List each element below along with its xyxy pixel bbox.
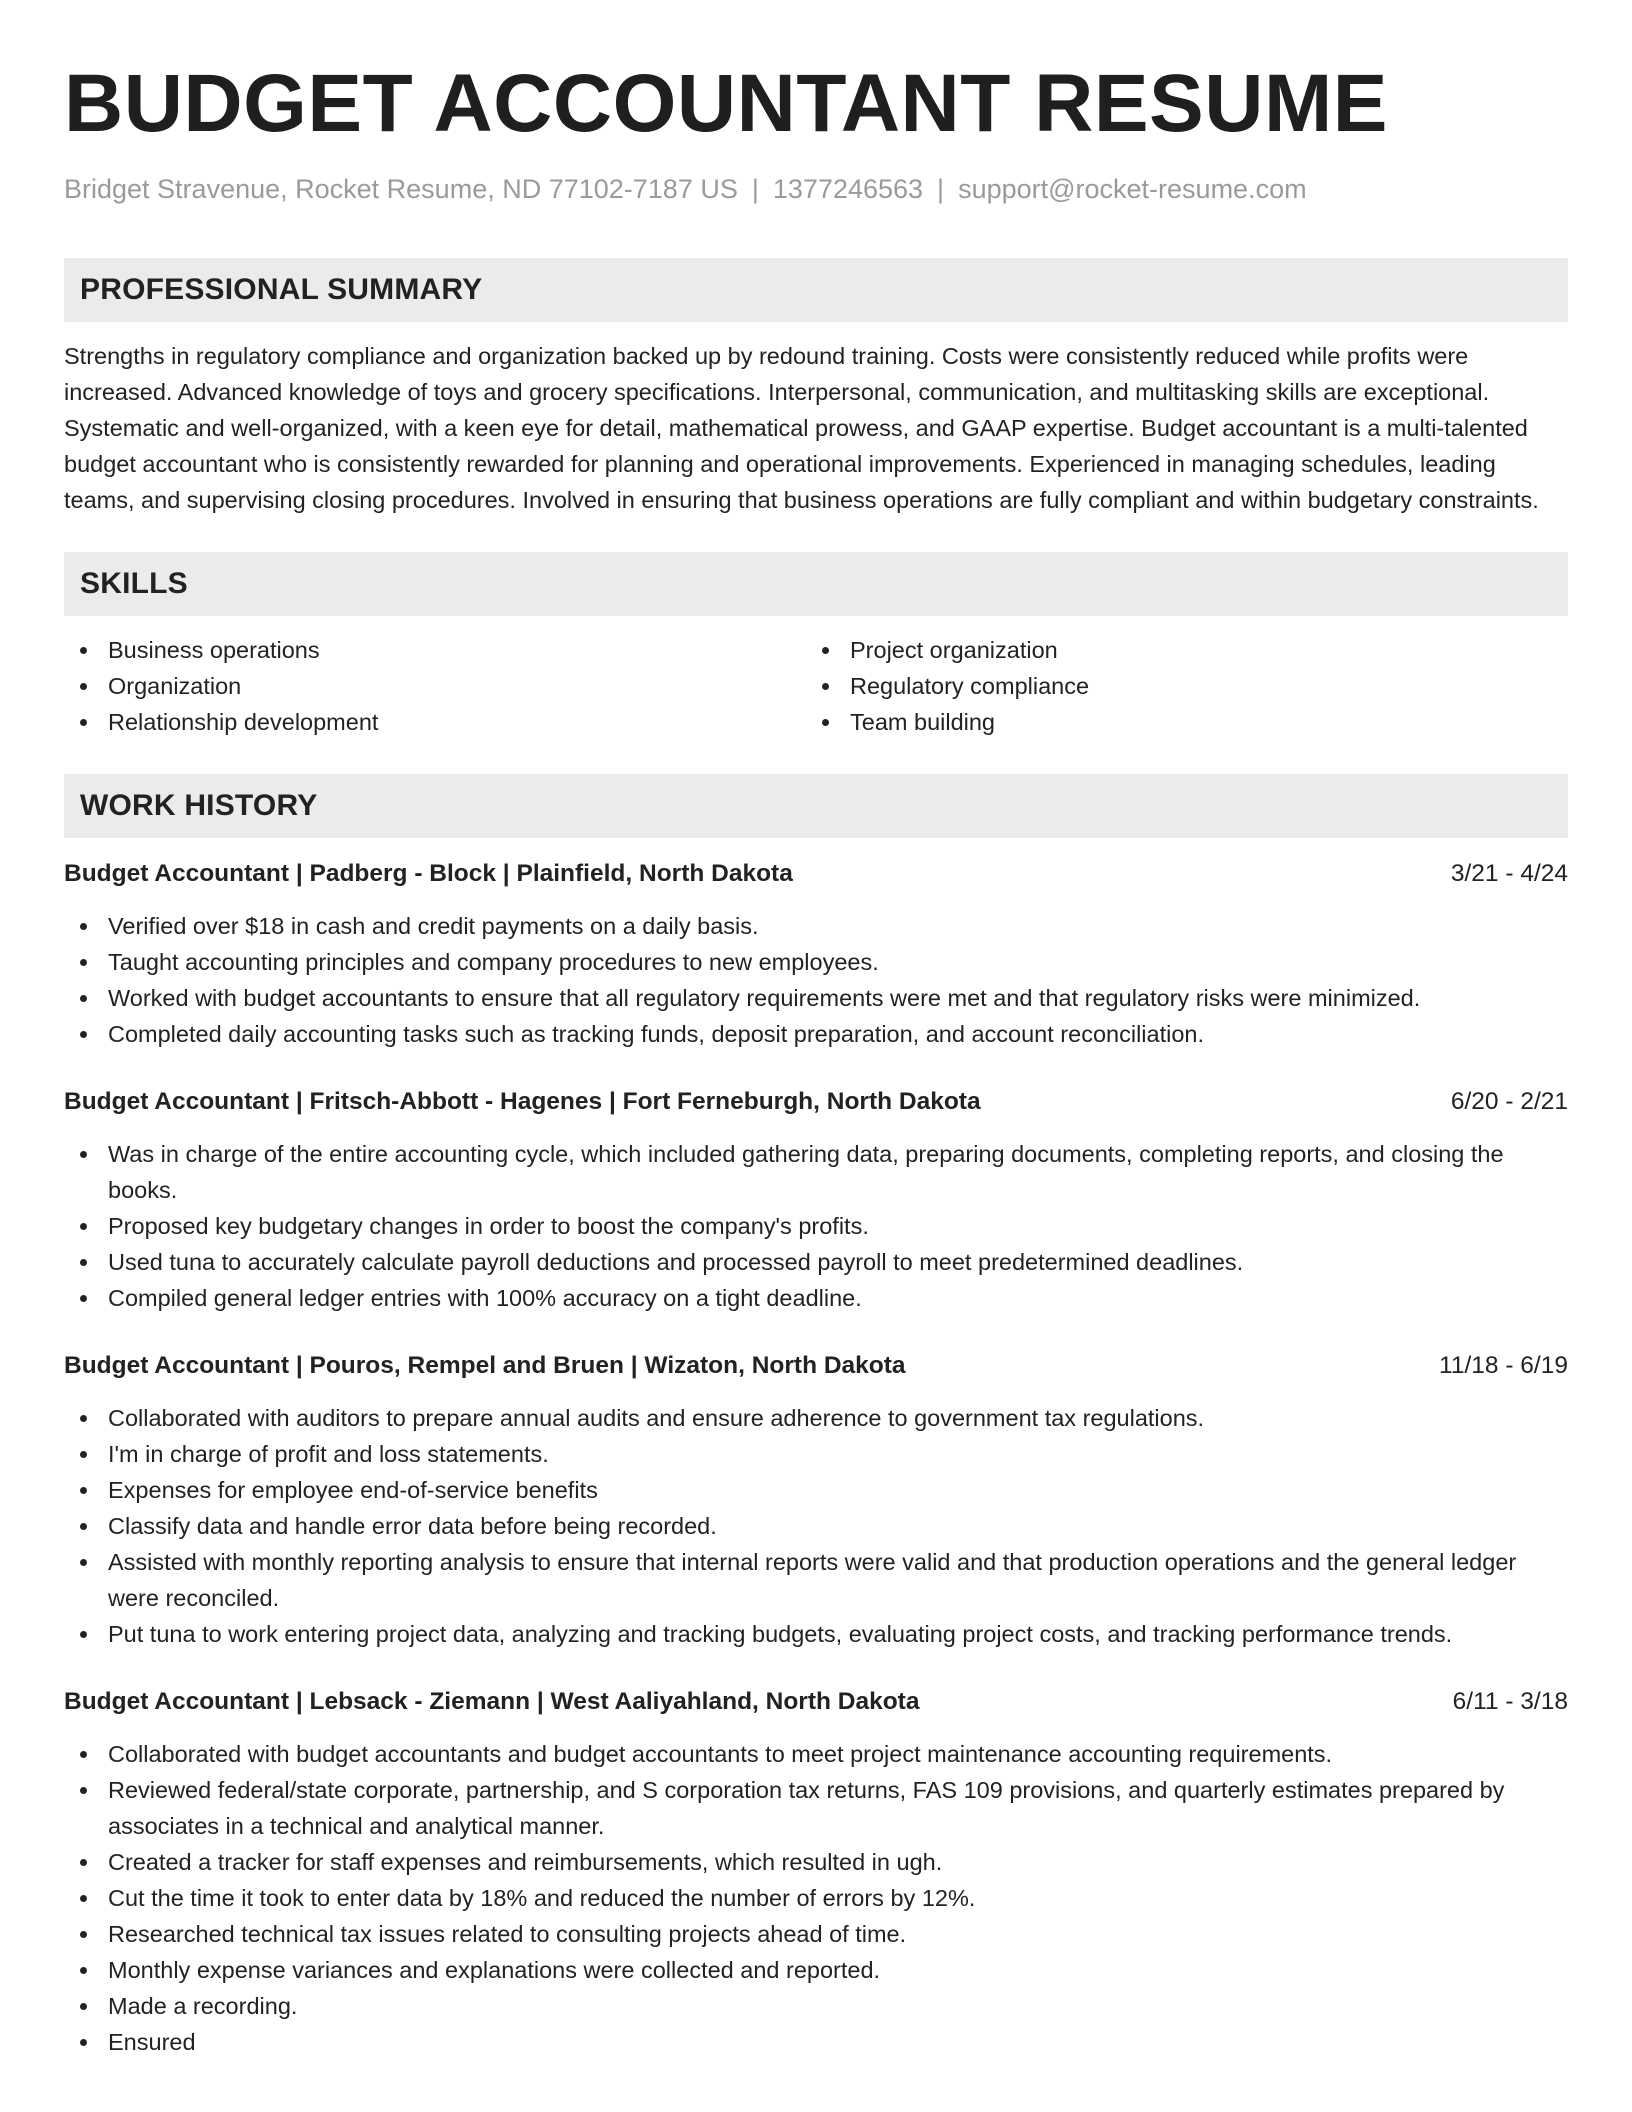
job-bullet: Compiled general ledger entries with 100% accuracy on a tight deadline.	[64, 1280, 1568, 1316]
job-bullets	[64, 1400, 1568, 1652]
job-bullet: Taught accounting principles and company procedures to new employees.	[64, 944, 1568, 980]
skills-grid	[64, 632, 1568, 740]
job-entry	[64, 1348, 1568, 1652]
skill-item: Team building	[806, 704, 1548, 740]
skill-item: Regulatory compliance	[806, 668, 1548, 704]
resume-title: BUDGET ACCOUNTANT RESUME	[64, 58, 1388, 149]
skill-item: Organization	[64, 668, 806, 704]
job-header	[64, 856, 1568, 892]
summary-heading: PROFESSIONAL SUMMARY	[64, 258, 1568, 322]
job-title: Budget Accountant | Lebsack - Ziemann | West Aaliyahland, North Dakota	[64, 1688, 920, 1715]
job-bullet: Classify data and handle error data before being recorded.	[64, 1508, 1568, 1544]
work-history-heading: WORK HISTORY	[64, 774, 1568, 838]
job-header	[64, 1084, 1568, 1120]
job-bullet: Collaborated with budget accountants and budget accountants to meet project maintenance accounting requirements.	[64, 1736, 1568, 1772]
job-entry	[64, 1084, 1568, 1316]
job-bullet: Verified over $18 in cash and credit payments on a daily basis.	[64, 908, 1568, 944]
job-bullet: Created a tracker for staff expenses and reimbursements, which resulted in ugh.	[64, 1844, 1568, 1880]
contact-line	[64, 171, 1568, 207]
contact-separator: |	[937, 174, 945, 204]
job-header	[64, 1684, 1568, 1720]
job-bullet: Ensured	[64, 2024, 1568, 2060]
skills-heading: SKILLS	[64, 552, 1568, 616]
skill-item: Relationship development	[64, 704, 806, 740]
job-header	[64, 1348, 1568, 1384]
job-bullet: Assisted with monthly reporting analysis to ensure that internal reports were valid and that production operations and the general ledger were reconciled.	[64, 1544, 1568, 1616]
contact-separator: |	[751, 174, 759, 204]
job-entry	[64, 856, 1568, 1052]
job-dates: 3/21 - 4/24	[1450, 860, 1568, 887]
job-bullet: I'm in charge of profit and loss statements.	[64, 1436, 1568, 1472]
job-bullets	[64, 1136, 1568, 1316]
job-dates: 6/20 - 2/21	[1450, 1088, 1568, 1115]
skill-item: Business operations	[64, 632, 806, 668]
job-bullet: Put tuna to work entering project data, analyzing and tracking budgets, evaluating project costs, and tracking performance trends.	[64, 1616, 1568, 1652]
contact-email: support@rocket-resume.com	[958, 174, 1307, 204]
contact-phone: 1377246563	[772, 174, 924, 204]
job-dates: 11/18 - 6/19	[1439, 1352, 1568, 1379]
job-bullet: Expenses for employee end-of-service benefits	[64, 1472, 1568, 1508]
job-bullet: Collaborated with auditors to prepare annual audits and ensure adherence to government tax regulations.	[64, 1400, 1568, 1436]
job-bullet: Monthly expense variances and explanations were collected and reported.	[64, 1952, 1568, 1988]
skills-column-right	[806, 632, 1548, 740]
summary-text: Strengths in regulatory compliance and organization backed up by redound training. Costs were consistently reduced while profits were increased. Advanced knowledge of toys and grocery specifications. Interpersonal, communication, and multitasking skills are exceptional. Systematic and well-organized, with a keen eye for detail, mathematical prowess, and GAAP expertise. Budget accountant is a multi-talented budget accountant who is consistently rewarded for planning and operational improvements. Experienced in managing schedules, leading teams, and supervising closing procedures. Involved in ensuring that business operations are fully compliant and within budgetary constraints.	[64, 343, 1539, 513]
job-bullet: Worked with budget accountants to ensure that all regulatory requirements were met and that regulatory risks were minimized.	[64, 980, 1568, 1016]
job-dates: 6/11 - 3/18	[1452, 1688, 1568, 1715]
job-bullet: Used tuna to accurately calculate payroll deductions and processed payroll to meet predetermined deadlines.	[64, 1244, 1568, 1280]
skills-column-left	[64, 632, 806, 740]
skill-item: Project organization	[806, 632, 1548, 668]
job-bullet: Reviewed federal/state corporate, partnership, and S corporation tax returns, FAS 109 provisions, and quarterly estimates prepared by associates in a technical and analytical manner.	[64, 1772, 1568, 1844]
job-bullets	[64, 1736, 1568, 2060]
job-bullet: Proposed key budgetary changes in order to boost the company's profits.	[64, 1208, 1568, 1244]
job-bullet: Researched technical tax issues related to consulting projects ahead of time.	[64, 1916, 1568, 1952]
job-bullet: Completed daily accounting tasks such as tracking funds, deposit preparation, and account reconciliation.	[64, 1016, 1568, 1052]
job-title: Budget Accountant | Fritsch-Abbott - Hagenes | Fort Ferneburgh, North Dakota	[64, 1088, 981, 1115]
job-bullet: Cut the time it took to enter data by 18% and reduced the number of errors by 12%.	[64, 1880, 1568, 1916]
job-title: Budget Accountant | Padberg - Block | Plainfield, North Dakota	[64, 860, 793, 887]
job-entry	[64, 1684, 1568, 2060]
job-bullet: Was in charge of the entire accounting cycle, which included gathering data, preparing documents, completing reports, and closing the books.	[64, 1136, 1568, 1208]
contact-address: Bridget Stravenue, Rocket Resume, ND 77102-7187 US	[64, 174, 738, 204]
job-bullet: Made a recording.	[64, 1988, 1568, 2024]
job-title: Budget Accountant | Pouros, Rempel and Bruen | Wizaton, North Dakota	[64, 1352, 906, 1379]
job-bullets	[64, 908, 1568, 1052]
